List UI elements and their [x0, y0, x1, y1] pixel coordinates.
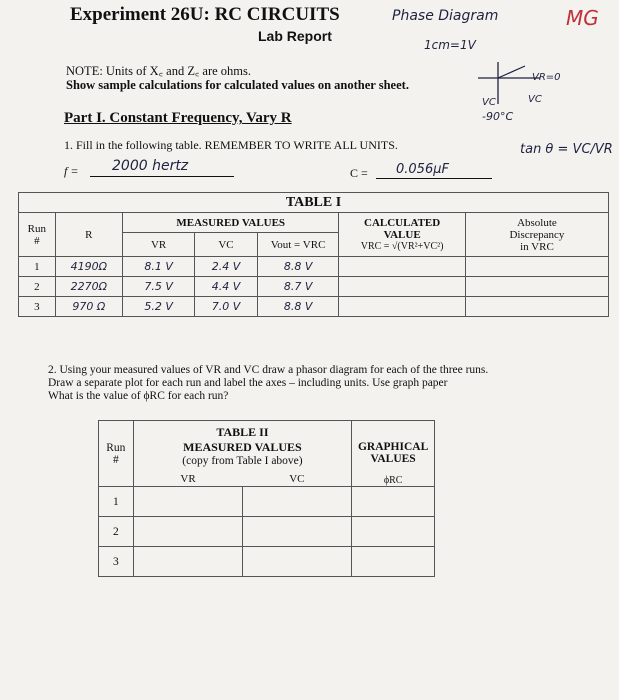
graphical-cell	[352, 547, 435, 577]
r-cell: 4190Ω	[55, 257, 122, 277]
table-row	[19, 297, 609, 317]
vout-cell: 8.8 V	[257, 257, 339, 277]
table-row	[19, 277, 609, 297]
run-cell: 2	[99, 517, 134, 547]
run-cell: 2	[19, 277, 56, 297]
f-underline	[90, 176, 234, 177]
table-1-title: TABLE I	[19, 193, 609, 213]
table-row	[99, 517, 435, 547]
scale-note: 1cm=1V	[424, 38, 476, 52]
part1-instruction: 1. Fill in the following table. REMEMBER TO WRITE ALL UNITS.	[64, 138, 398, 152]
c-label: C =	[350, 166, 368, 180]
vr-cell: 7.5 V	[123, 277, 195, 297]
note-line-1: NOTE: Units of X꜀ and Z꜀ are ohms.	[66, 64, 252, 78]
vc-note: VC	[482, 97, 496, 108]
r-cell: 2270Ω	[55, 277, 122, 297]
run-cell: 3	[19, 297, 56, 317]
vc-cell: 2.4 V	[195, 257, 258, 277]
vout-cell: 8.8 V	[257, 297, 339, 317]
abs-cell	[465, 297, 608, 317]
abs-cell	[465, 257, 608, 277]
calculated-cell	[339, 257, 466, 277]
part1-heading: Part I. Constant Frequency, Vary R	[64, 110, 292, 126]
table-row	[99, 487, 435, 517]
c-underline	[376, 178, 492, 179]
abs-cell	[465, 277, 608, 297]
vc-cell: 7.0 V	[195, 297, 258, 317]
vc-note-2: VC	[528, 94, 542, 105]
vr-cell	[133, 487, 242, 517]
r-cell: 970 Ω	[55, 297, 122, 317]
graphical-cell	[352, 517, 435, 547]
vr-zero-note: VR=0	[532, 72, 561, 83]
question-2-line-1: 2. Using your measured values of VR and VC draw a phasor diagram for each of the three runs.	[48, 364, 489, 376]
calculated-cell	[339, 277, 466, 297]
table-2	[98, 420, 435, 577]
vr-cell: 8.1 V	[123, 257, 195, 277]
vr-header: VR	[123, 233, 195, 257]
vc-header: VC	[289, 473, 305, 485]
r-header: R	[55, 213, 122, 257]
graphical-header: GRAPHICAL VALUES ϕRC	[352, 421, 435, 487]
run-header: Run #	[19, 213, 56, 257]
table-row	[99, 547, 435, 577]
page-subtitle: Lab Report	[258, 28, 332, 44]
question-2-line-2: Draw a separate plot for each run and label the axes – including units. Use graph paper	[48, 377, 448, 389]
note-line-2: Show sample calculations for calculated values on another sheet.	[66, 78, 409, 92]
question-2-line-3: What is the value of ϕRC for each run?	[48, 390, 229, 402]
calculated-header: CALCULATED VALUE VRC = √(VR²+VC²)	[339, 213, 466, 257]
c-value: 0.056μF	[396, 162, 449, 177]
tan-formula-note: tan θ = VC/VR	[520, 142, 613, 157]
calculated-cell	[339, 297, 466, 317]
table-row	[19, 257, 609, 277]
abs-discrepancy-header: Absolute Discrepancy in VRC	[465, 213, 608, 257]
f-label: f =	[64, 164, 79, 178]
table-2-measured-header: TABLE II MEASURED VALUES (copy from Table I above) VR VC	[133, 421, 352, 487]
page-title: Experiment 26U: RC CIRCUITS	[70, 4, 340, 25]
vc-cell: 4.4 V	[195, 277, 258, 297]
vr-cell: 5.2 V	[123, 297, 195, 317]
vc-cell	[242, 547, 351, 577]
f-value: 2000 hertz	[112, 158, 189, 174]
run-cell: 3	[99, 547, 134, 577]
graphical-cell	[352, 487, 435, 517]
run-cell: 1	[99, 487, 134, 517]
vr-cell	[133, 517, 242, 547]
vr-cell	[133, 547, 242, 577]
vc-header: VC	[195, 233, 258, 257]
run-cell: 1	[19, 257, 56, 277]
vc-cell	[242, 487, 351, 517]
table-1	[18, 192, 609, 317]
run-header: Run #	[99, 421, 134, 487]
minus-90-note: -90°C	[482, 110, 514, 123]
vr-header: VR	[180, 473, 196, 485]
phase-diagram-note: Phase Diagram	[392, 8, 499, 24]
measured-values-header: MEASURED VALUES	[123, 213, 339, 233]
grader-initials: MG	[566, 6, 599, 30]
vout-header: Vout = VRC	[257, 233, 339, 257]
vout-cell: 8.7 V	[257, 277, 339, 297]
vc-cell	[242, 517, 351, 547]
